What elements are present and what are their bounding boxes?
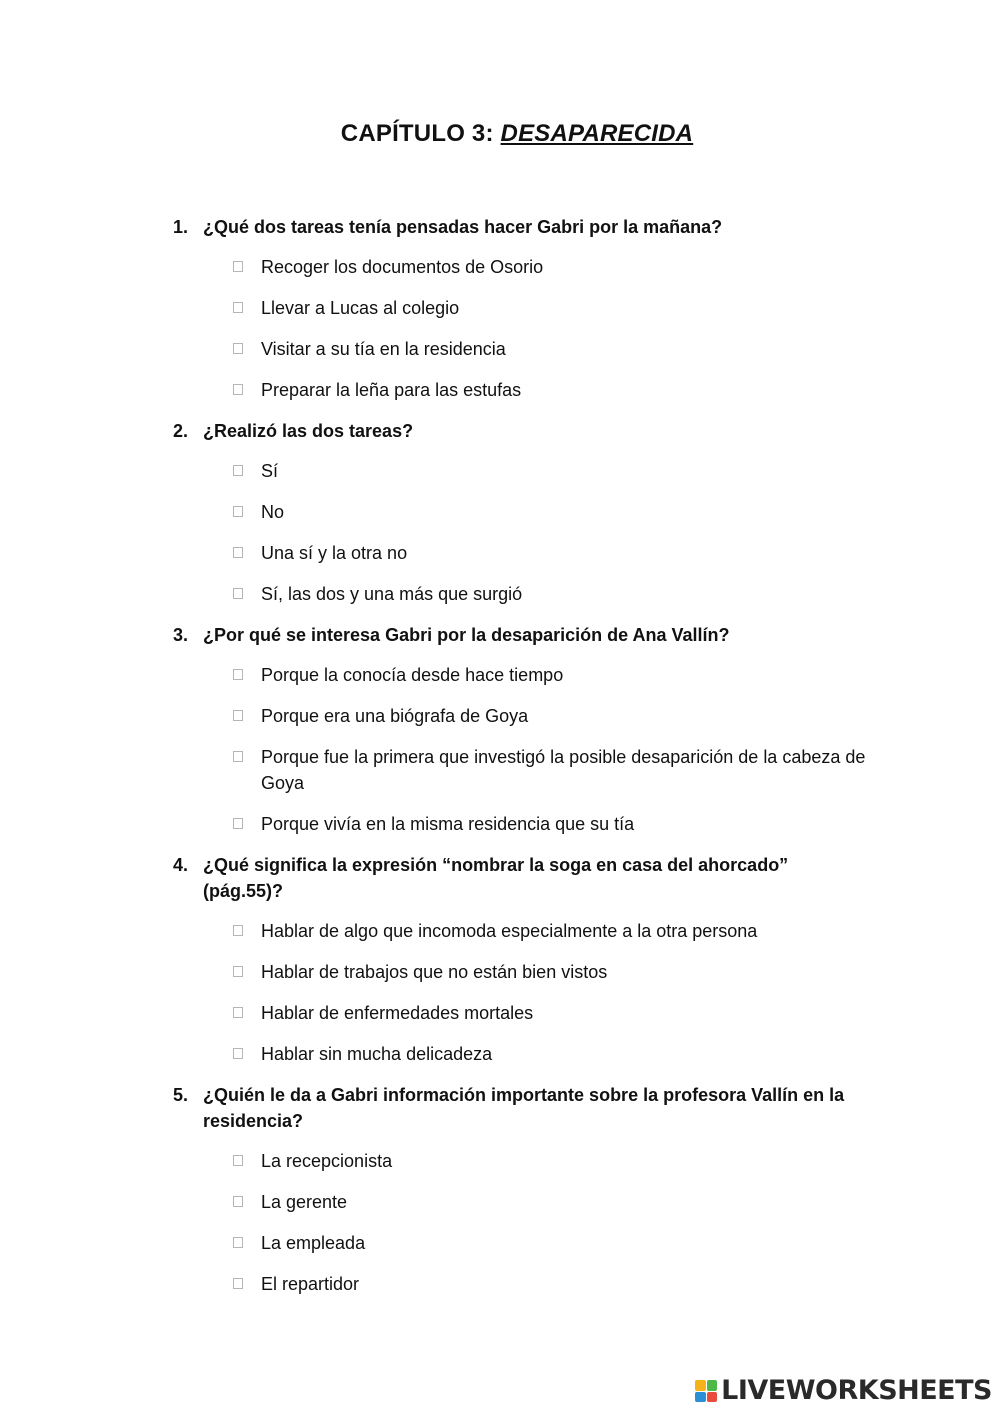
option-item[interactable] xyxy=(233,811,881,837)
option-item[interactable] xyxy=(233,662,881,688)
checkbox[interactable] xyxy=(233,465,243,476)
option-label: Hablar de algo que incomoda especialmente a la otra persona xyxy=(261,921,758,941)
question-number: 2. xyxy=(173,421,189,441)
question-text: ¿Realizó las dos tareas? xyxy=(203,421,414,441)
question-5 xyxy=(173,1082,873,1297)
question-text: ¿Qué significa la expresión “nombrar la soga en casa del ahorcado” (pág.55)? xyxy=(203,855,789,901)
checkbox[interactable] xyxy=(233,710,243,721)
option-item[interactable] xyxy=(233,1000,881,1026)
checkbox[interactable] xyxy=(233,343,243,354)
option-label: Porque era una biógrafa de Goya xyxy=(261,706,529,726)
question-text: ¿Por qué se interesa Gabri por la desaparición de Ana Vallín? xyxy=(203,625,730,645)
option-label: La recepcionista xyxy=(261,1151,393,1171)
option-list xyxy=(233,918,873,1067)
question-text: ¿Qué dos tareas tenía pensadas hacer Gabri por la mañana? xyxy=(203,217,723,237)
option-list xyxy=(233,254,873,403)
checkbox[interactable] xyxy=(233,1048,243,1059)
option-item[interactable] xyxy=(233,918,881,944)
option-label: La gerente xyxy=(261,1192,348,1212)
question-list xyxy=(0,214,1000,1312)
question-heading xyxy=(173,214,873,240)
checkbox[interactable] xyxy=(233,1237,243,1248)
liveworksheets-logo-icon xyxy=(695,1380,717,1402)
checkbox[interactable] xyxy=(233,1278,243,1289)
logo-square xyxy=(695,1380,706,1391)
logo-square xyxy=(695,1392,706,1403)
question-number: 1. xyxy=(173,217,189,237)
checkbox[interactable] xyxy=(233,384,243,395)
option-label: El repartidor xyxy=(261,1274,360,1294)
brand-name: LIVEWORKSHEETS xyxy=(721,1375,992,1406)
question-1 xyxy=(173,214,873,403)
option-list xyxy=(233,662,873,837)
option-label: Llevar a Lucas al colegio xyxy=(261,298,460,318)
title-subtitle: DESAPARECIDA xyxy=(500,120,694,147)
option-item[interactable] xyxy=(233,377,881,403)
option-label: Porque vivía en la misma residencia que su tía xyxy=(261,814,635,834)
question-4 xyxy=(173,852,873,1067)
option-item[interactable] xyxy=(233,581,881,607)
title-prefix: CAPÍTULO 3: xyxy=(340,120,501,147)
checkbox[interactable] xyxy=(233,588,243,599)
question-number: 3. xyxy=(173,625,189,645)
option-item[interactable] xyxy=(233,1230,881,1256)
option-item[interactable] xyxy=(233,1271,881,1297)
option-label: Recoger los documentos de Osorio xyxy=(261,257,544,277)
checkbox[interactable] xyxy=(233,261,243,272)
question-2 xyxy=(173,418,873,607)
option-item[interactable] xyxy=(233,254,881,280)
option-item[interactable] xyxy=(233,458,881,484)
question-heading xyxy=(173,1082,873,1134)
checkbox[interactable] xyxy=(233,818,243,829)
option-item[interactable] xyxy=(233,499,881,525)
option-label: La empleada xyxy=(261,1233,366,1253)
question-number: 4. xyxy=(173,855,189,875)
option-item[interactable] xyxy=(233,959,881,985)
option-label: Preparar la leña para las estufas xyxy=(261,380,522,400)
option-label: Hablar de trabajos que no están bien vistos xyxy=(261,962,608,982)
liveworksheets-watermark xyxy=(695,1377,992,1405)
question-heading xyxy=(173,418,873,444)
checkbox[interactable] xyxy=(233,925,243,936)
option-label: Porque fue la primera que investigó la posible desaparición de la cabeza de Goya xyxy=(261,747,866,793)
question-heading xyxy=(173,622,873,648)
checkbox[interactable] xyxy=(233,1155,243,1166)
question-heading xyxy=(173,852,873,904)
logo-square xyxy=(707,1392,718,1403)
option-label: Sí, las dos y una más que surgió xyxy=(261,584,523,604)
question-3 xyxy=(173,622,873,837)
option-label: No xyxy=(261,502,285,522)
checkbox[interactable] xyxy=(233,751,243,762)
option-item[interactable] xyxy=(233,1189,881,1215)
option-item[interactable] xyxy=(233,295,881,321)
option-item[interactable] xyxy=(233,703,881,729)
checkbox[interactable] xyxy=(233,302,243,313)
page-title xyxy=(0,120,1000,148)
option-item[interactable] xyxy=(233,540,881,566)
question-number: 5. xyxy=(173,1085,189,1105)
option-label: Porque la conocía desde hace tiempo xyxy=(261,665,564,685)
checkbox[interactable] xyxy=(233,1007,243,1018)
option-item[interactable] xyxy=(233,1148,881,1174)
option-label: Hablar sin mucha delicadeza xyxy=(261,1044,493,1064)
option-list xyxy=(233,458,873,607)
option-item[interactable] xyxy=(233,1041,881,1067)
option-label: Sí xyxy=(261,461,279,481)
checkbox[interactable] xyxy=(233,1196,243,1207)
checkbox[interactable] xyxy=(233,669,243,680)
checkbox[interactable] xyxy=(233,966,243,977)
option-label: Visitar a su tía en la residencia xyxy=(261,339,506,359)
option-label: Hablar de enfermedades mortales xyxy=(261,1003,534,1023)
option-list xyxy=(233,1148,873,1297)
checkbox[interactable] xyxy=(233,547,243,558)
checkbox[interactable] xyxy=(233,506,243,517)
option-label: Una sí y la otra no xyxy=(261,543,408,563)
option-item[interactable] xyxy=(233,744,881,796)
option-item[interactable] xyxy=(233,336,881,362)
logo-square xyxy=(707,1380,718,1391)
question-text: ¿Quién le da a Gabri información importante sobre la profesora Vallín en la residencia? xyxy=(203,1085,845,1131)
